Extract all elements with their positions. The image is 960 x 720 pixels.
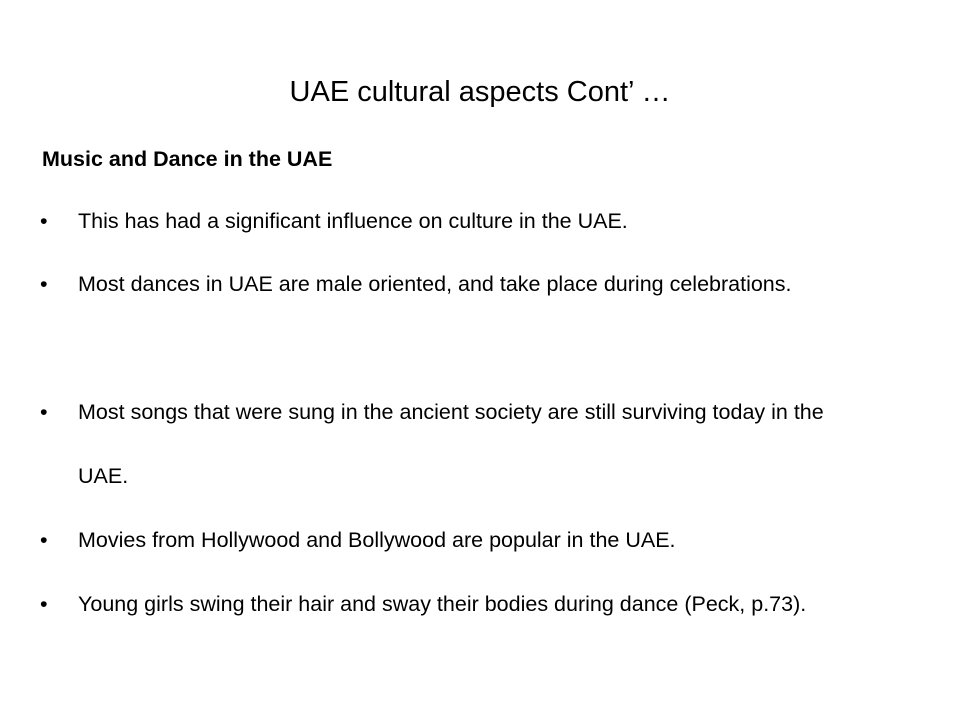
bullet-text: Movies from Hollywood and Bollywood are popular in the UAE. — [78, 528, 676, 552]
bullet-marker: • — [40, 528, 48, 552]
section-heading: Music and Dance in the UAE — [42, 147, 333, 171]
bullet-marker: • — [40, 400, 48, 424]
slide-title: UAE cultural aspects Cont’ … — [289, 76, 671, 108]
bullet-text: Young girls swing their hair and sway their bodies during dance (Peck, p.73). — [78, 592, 807, 616]
bullet-marker: • — [40, 592, 48, 616]
bullet-text: Most dances in UAE are male oriented, and take place during celebrations. — [78, 272, 792, 296]
bullet-marker: • — [40, 272, 48, 296]
bullet-text: Most songs that were sung in the ancient society are still surviving today in the UAE. — [78, 400, 824, 488]
bullet-marker: • — [40, 209, 48, 233]
bullet-text: This has had a significant influence on culture in the UAE. — [78, 209, 628, 233]
